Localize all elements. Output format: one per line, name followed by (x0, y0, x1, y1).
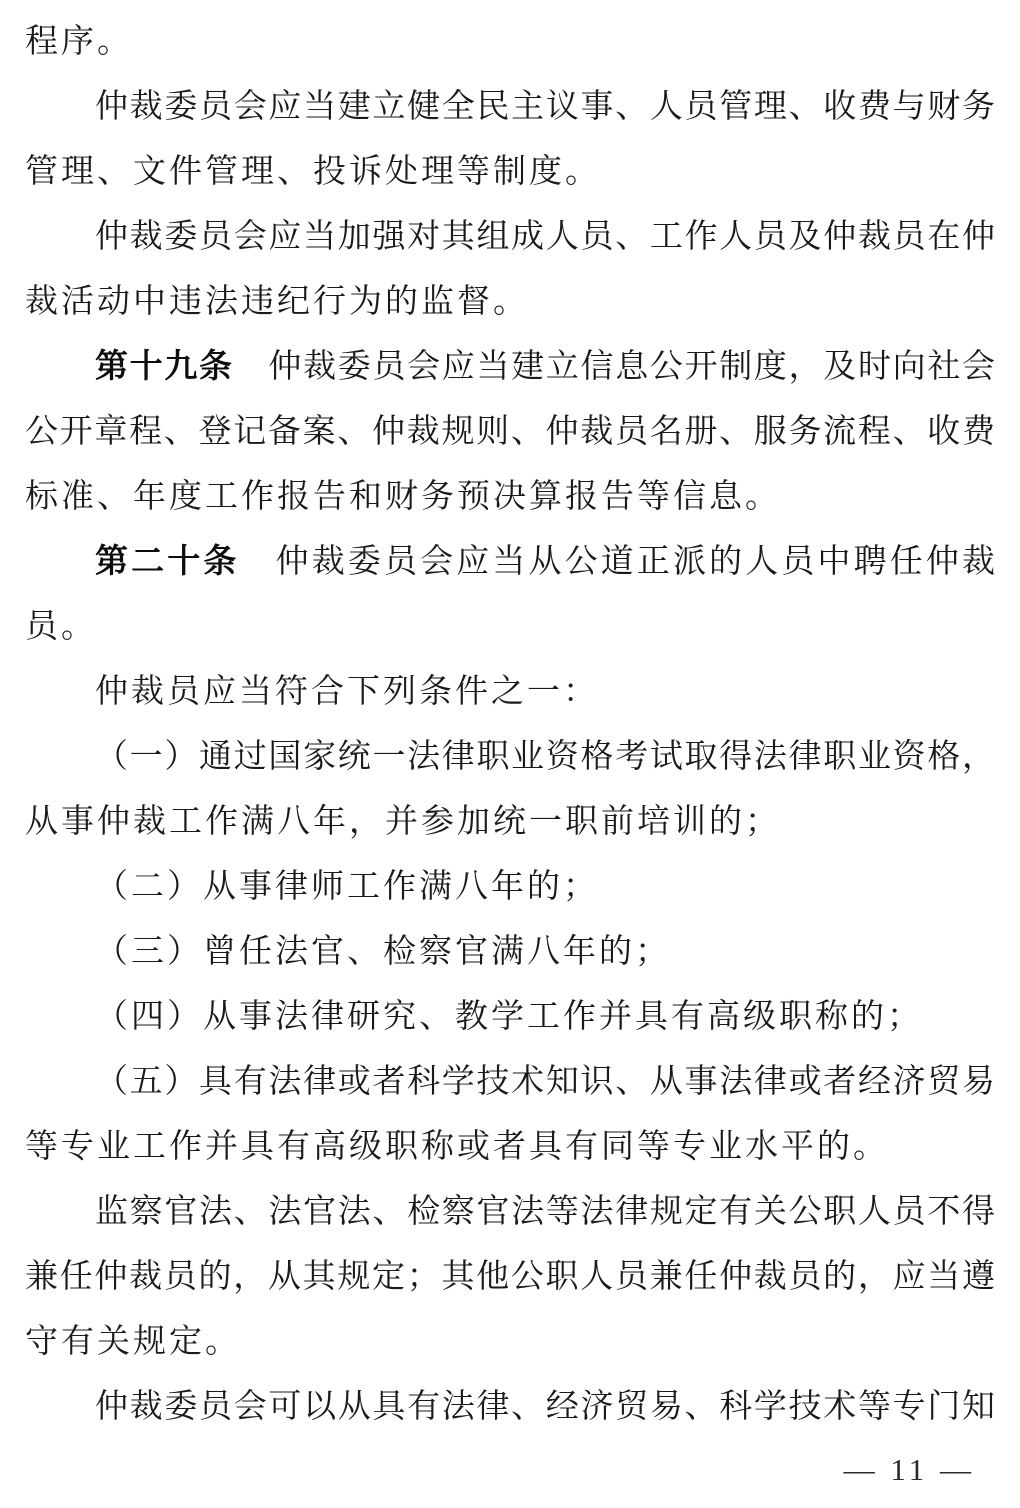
text-segment: 仲裁委员会可以从具有法律、经济贸易、科学技术等专门知 (95, 1389, 995, 1425)
text-segment: 兼任仲裁员的，从其规定；其他公职人员兼任仲裁员的，应当遵 (25, 1259, 995, 1295)
text-line (25, 465, 995, 530)
text-segment: 员。 (25, 609, 97, 645)
text-line (25, 335, 995, 400)
text-line (25, 595, 995, 660)
text-segment: （五）具有法律或者科学技术知识、从事法律或者经济贸易 (95, 1064, 995, 1100)
text-line (25, 790, 995, 855)
text-line (25, 1310, 995, 1375)
text-segment: （四）从事法律研究、教学工作并具有高级职称的； (95, 999, 923, 1035)
text-segment: 从事仲裁工作满八年，并参加统一职前培训的； (25, 804, 781, 840)
text-line (25, 1245, 995, 1310)
text-line (25, 1115, 995, 1180)
text-segment: 仲裁委员会应当从公道正派的人员中聘任仲裁 (239, 544, 995, 580)
text-line (25, 855, 995, 920)
document-body (25, 10, 995, 1440)
text-line (25, 400, 995, 465)
page-number: — 11 — (843, 1452, 975, 1487)
text-segment: 公开章程、登记备案、仲裁规则、仲裁员名册、服务流程、收费 (25, 414, 995, 450)
text-segment: 标准、年度工作报告和财务预决算报告等信息。 (25, 479, 781, 515)
article-number: 第二十条 (95, 544, 240, 580)
text-line (25, 205, 995, 270)
text-line (25, 1375, 995, 1440)
text-segment: 守有关规定。 (25, 1324, 241, 1360)
text-segment: （一）通过国家统一法律职业资格考试取得法律职业资格， (95, 739, 995, 775)
page-footer (844, 1448, 975, 1492)
text-line (25, 725, 995, 790)
text-segment: 仲裁委员会应当加强对其组成人员、工作人员及仲裁员在仲 (95, 219, 995, 255)
text-segment: 仲裁委员会应当建立信息公开制度，及时向社会 (233, 349, 996, 385)
text-line (25, 1180, 995, 1245)
text-segment: （二）从事律师工作满八年的； (95, 869, 599, 905)
text-line (25, 530, 995, 595)
text-segment: 仲裁委员会应当建立健全民主议事、人员管理、收费与财务 (95, 89, 995, 125)
text-line (25, 10, 995, 75)
text-segment: （三）曾任法官、检察官满八年的； (95, 934, 671, 970)
text-segment: 管理、文件管理、投诉处理等制度。 (25, 154, 601, 190)
text-line (25, 270, 995, 335)
text-segment: 监察官法、法官法、检察官法等法律规定有关公职人员不得 (95, 1194, 995, 1230)
text-segment: 仲裁员应当符合下列条件之一： (95, 674, 599, 710)
text-line (25, 920, 995, 985)
text-segment: 等专业工作并具有高级职称或者具有同等专业水平的。 (25, 1129, 889, 1165)
text-line (25, 75, 995, 140)
text-segment: 程序。 (25, 24, 133, 60)
text-line (25, 660, 995, 725)
text-line (25, 140, 995, 205)
text-line (25, 985, 995, 1050)
text-line (25, 1050, 995, 1115)
text-segment: 裁活动中违法违纪行为的监督。 (25, 284, 529, 320)
article-number: 第十九条 (95, 349, 234, 385)
